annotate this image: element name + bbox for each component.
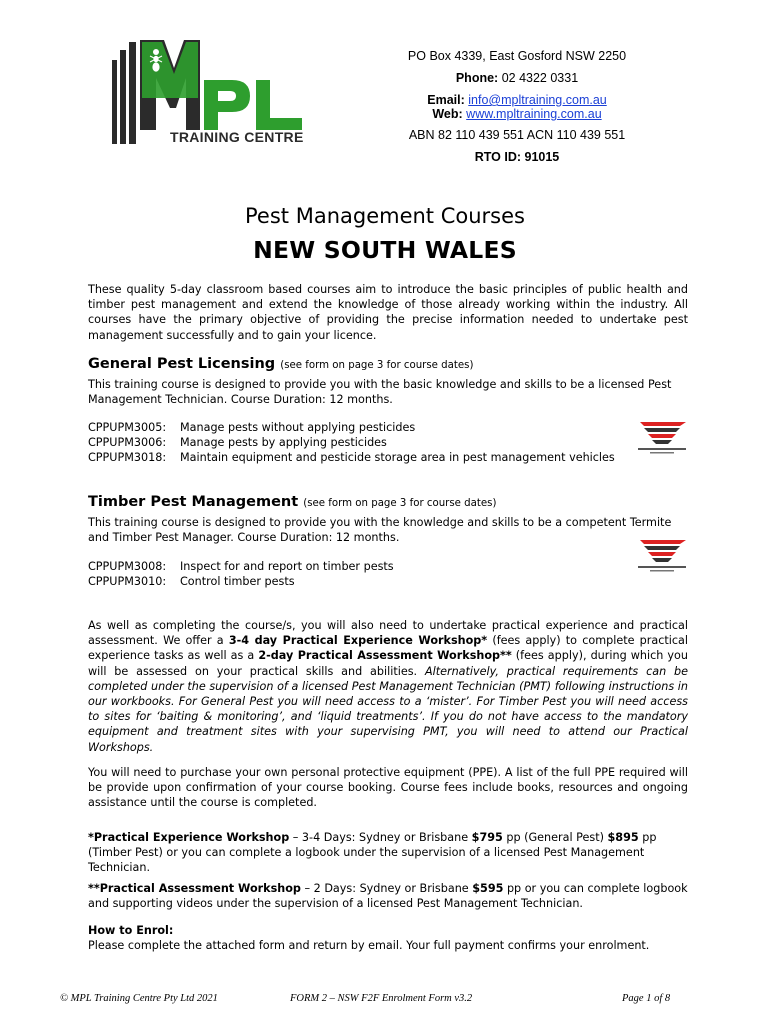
- unit-code: CPPUPM3018:: [88, 451, 167, 464]
- paw-text-2: pp or you can complete logbook and supporting videos under the supervision of a licensed Pest Management Technician.: [88, 882, 688, 911]
- practical-text-3: (fees apply), during which you will be assessed on your practical skills and abilities.: [88, 649, 688, 678]
- rto-id: RTO ID: 91015: [474, 150, 560, 164]
- unit-code: CPPUPM3006:: [88, 436, 167, 449]
- email-link[interactable]: info@mpltraining.com.au: [468, 93, 607, 107]
- general-heading-text: General Pest Licensing: [88, 356, 276, 372]
- web-link[interactable]: www.mpltraining.com.au: [466, 107, 602, 121]
- mpl-logo: [112, 38, 324, 148]
- footer-page-number: Page 1 of 8: [622, 993, 671, 1004]
- footer-form-id: FORM 2 – NSW F2F Enrolment Form v3.2: [290, 993, 473, 1004]
- pew-price-timber: $895: [607, 831, 639, 844]
- footer-copyright: © MPL Training Centre Pty Ltd 2021: [60, 993, 218, 1004]
- practical-alternative-italic: Alternatively, practical requirements can be completed under the supervision of a licensed Pest Management Technician (PMT) following instructions in our workbooks. For General Pest you will need access to a ‘mister’. For Timber Pest you will need access to sites for ‘baiting & monitoring’, and ‘liquid treatments’. If you do not have access to the mandatory equipment and treatment sites with your supervising PMT, you will need to attend our Practical Workshops.: [88, 664, 688, 754]
- unit-name: Manage pests by applying pesticides: [180, 436, 387, 449]
- phone-line: [372, 70, 662, 86]
- unit-name: Control timber pests: [180, 575, 295, 588]
- pew-text-1: – 3-4 Days: Sydney or Brisbane: [289, 831, 472, 844]
- practical-experience-workshop-bold: 3-4 day Practical Experience Workshop*: [228, 634, 488, 648]
- nationally-recognised-training-logo: [636, 420, 688, 456]
- practical-text-2: (fees apply) to complete practical experience tasks as well as a: [88, 634, 688, 663]
- practical-paragraph: [88, 618, 688, 755]
- unit-row: [88, 435, 387, 450]
- timber-note: (see form on page 3 for course dates): [303, 498, 497, 509]
- paw-paragraph: [88, 881, 688, 911]
- practical-text-1: As well as completing the course/s, you will also need to undertake practical experience and practical assessment. We offer a: [88, 619, 688, 648]
- paw-text-1: – 2 Days: Sydney or Brisbane: [300, 882, 473, 895]
- web-line: [372, 106, 662, 122]
- paw-price: $595: [472, 882, 504, 895]
- timber-heading-text: Timber Pest Management: [88, 494, 299, 510]
- pew-text-3: pp (Timber Pest) or you can complete a logbook under the supervision of a licensed Pest Management Technician.: [88, 831, 657, 875]
- email-label: Email: [427, 93, 461, 107]
- abn-acn: ABN 82 110 439 551 ACN 110 439 551: [408, 128, 626, 142]
- timber-text: This training course is designed to provide you with the knowledge and skills to be a competent Termite and Timber Pest Manager. Course Duration: 12 months.: [88, 516, 672, 545]
- paw-label: **Practical Assessment Workshop: [88, 882, 301, 895]
- phone-number: 02 4322 0331: [501, 71, 579, 85]
- unit-row: [88, 450, 615, 465]
- unit-row: [88, 574, 295, 589]
- general-heading: [88, 356, 473, 372]
- unit-code: CPPUPM3005:: [88, 421, 167, 434]
- nationally-recognised-training-logo: [636, 538, 688, 574]
- enrol-text: Please complete the attached form and return by email. Your full payment confirms your enrolment.: [88, 939, 650, 952]
- unit-name: Maintain equipment and pesticide storage area in pest management vehicles: [180, 451, 615, 464]
- pew-label: *Practical Experience Workshop: [88, 831, 290, 844]
- email-line: Email: info@mpltraining.com.au: [427, 93, 607, 107]
- po-box: PO Box 4339, East Gosford NSW 2250: [407, 49, 627, 63]
- unit-name: Inspect for and report on timber pests: [180, 560, 394, 573]
- pew-paragraph: [88, 830, 688, 876]
- page-title: Pest Management Courses: [245, 204, 525, 228]
- unit-code: CPPUPM3008:: [88, 560, 167, 573]
- phone-label: Phone:: [455, 71, 499, 85]
- timber-heading: [88, 494, 496, 510]
- general-text: This training course is designed to provide you with the basic knowledge and skills to be a licensed Pest Management Technician. Course Duration: 12 months.: [88, 378, 672, 407]
- page-subtitle: NEW SOUTH WALES: [253, 236, 517, 264]
- unit-code: CPPUPM3010:: [88, 575, 167, 588]
- svg-text:TRAINING CENTRE: TRAINING CENTRE: [170, 129, 304, 145]
- intro-paragraph: These quality 5-day classroom based courses aim to introduce the basic principles of public health and timber pest management and extend the knowledge of those already working within the industry. All courses have the primary objective of providing the precise information needed to undertake pest management successfully and to gain your licence.: [88, 283, 688, 342]
- practical-assessment-workshop-bold: 2-day Practical Assessment Workshop**: [258, 649, 512, 663]
- enrol-heading: How to Enrol:: [88, 924, 174, 937]
- web-label: Web:: [432, 107, 463, 121]
- general-note: (see form on page 3 for course dates): [280, 360, 474, 371]
- ppe-paragraph: You will need to purchase your own personal protective equipment (PPE). A list of the full PPE required will be provide upon confirmation of your course booking. Course fees include books, resources and ongoing assistance until the course is completed.: [88, 766, 688, 810]
- unit-row: [88, 420, 415, 435]
- pew-price-general: $795: [471, 831, 503, 844]
- pew-text-2: pp (General Pest): [502, 831, 608, 844]
- unit-name: Manage pests without applying pesticides: [180, 421, 416, 434]
- unit-row: [88, 559, 394, 574]
